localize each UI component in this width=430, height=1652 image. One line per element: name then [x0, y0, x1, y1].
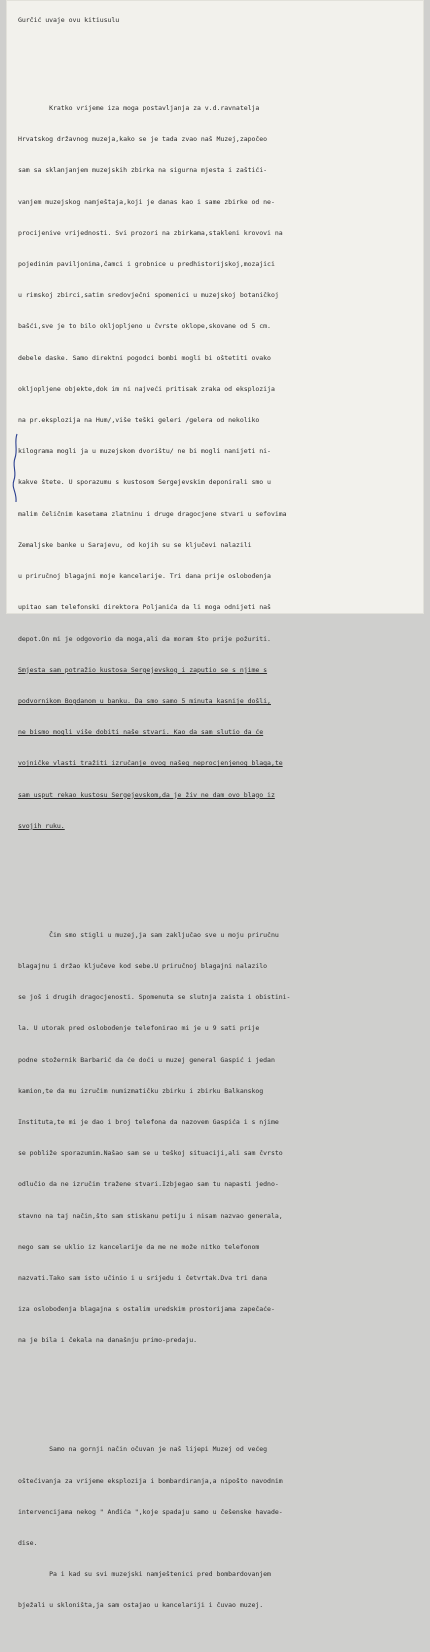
paragraph-3: Samo na gornji način očuvan je naš lijepi Muzej od većeg oštećivanja za vrijeme eksplozija i bombardiranja,a nipošto navodnim intervencijama nekog " Anđića ",koje spadaju samo u češenske havade- dise. Pa i kad su svi muzejski namještenici pred bombardovanjem bježali u skloništa,ja sam ostajao u kancelariji i čuvao muzej. — [18, 1445, 283, 1610]
document-text — [18, 0, 418, 1652]
typewritten-page — [6, 0, 424, 1610]
paragraph-2: Čim smo stigli u muzej,ja sam zaključao sve u moju priručnu blagajnu i držao ključeve kod sebe.U priručnoj blagajni nalazilo se još i drugih dragocjenosti. Spomenuta se slutnja zaista i obistini- la. U utorak pred oslobođenje telefonirao mi je u 9 sati prije podne stožernik Barbarić da će doći u muzej general Gaspić i jedan kamion,te da mu izručim numizmatičku zbirku i zbirku Balkanskog Instituta,te mi je dao i broj telefona da nazovem Gaspića i s njime se pobliže sporazumim.Našao sam se u teškoj situaciji,ali sam čvrsto odlučio da ne izručim tražene stvari.Izbjegao sam tu napasti jedno- stavno na taj način,što sam stiskanu petiju i nisam nazvao generala, nego sam se uklio iz kancelarije da me ne može nitko telefonom nazvati.Tako sam isto učinio i u srijedu i četvrtak.Dva tri dana iza oslobođenja blagajna s ostalim uredskim prostorijama zapečaće- na je bila i čekala na današnju primo-predaju. — [18, 930, 291, 1345]
paragraph-1-end: svojih ruku. — [18, 821, 65, 830]
paragraph-1: Kratko vrijeme iza moga postavljanja za v.d.ravnatelja Hrvatskog državnog muzeja,kako se je tada zvao naš Muzej,započeo sam sa sklanjanjem muzejskih zbirka na sigurna mjesta i zaštići- vanjem muzejskog namještaja,koji je danas kao i same zbirke od ne- procijenive vrijednosti. Svi prozori na zbirkama,stakleni krovovi na pojedinim paviljonima,čamci i grobnice u predhistorijskoj,mozajici u rimskoj zbirci,satim sredovječni spomenici u muzejskoj botaničkoj bašći,sve je to bilo okljopljeno u čvrste oklope,skovane od 5 cm. debele daske. Samo direktni pogodci bombi mogli bi oštetiti ovako okljopljene objekte,dok im ni najveći pritisak zraka od eksplozija na pr.eksplozija na Hum/,više teški geleri /gelera od nekoliko kilograma mogli ja u muzejskom dvorištu/ ne bi mogli nanijeti ni- kakve štete. U sporazumu s kustosom Sergejevskim deponirali smo u malim čeličnim kasetama zlatninu i druge dragocjene stvari u sefovima Zemaljske banke u Sarajevu, od kojih su se ključevi nalazili u priručnoj blagajni moje kancelarije. Tri dana prije oslobođenja upitao sam telefonski direktora Poljanića da li moga odnijeti naš depot.On mi je odgovorio da moga,ali da moram što prije požuriti. Smjesta sam potražio kustosa Sergejevskog i zaputio se s njime s podvornikom Bogdanom u banku. Da smo samo 5 minuta kasnije došli, ne bismo mogli više dobiti naše stvari. Kao da sam slutio da će vojničke vlasti tražiti izručanje ovog našeg neprocjenjenog blaga,te sam usput rekao kustosu Sergejevskom,da je živ ne dam ovo blago iz svojih ruku. — [18, 82, 418, 852]
header-fragment: Gurčić uvaje ovu kitiusulu — [18, 15, 120, 24]
